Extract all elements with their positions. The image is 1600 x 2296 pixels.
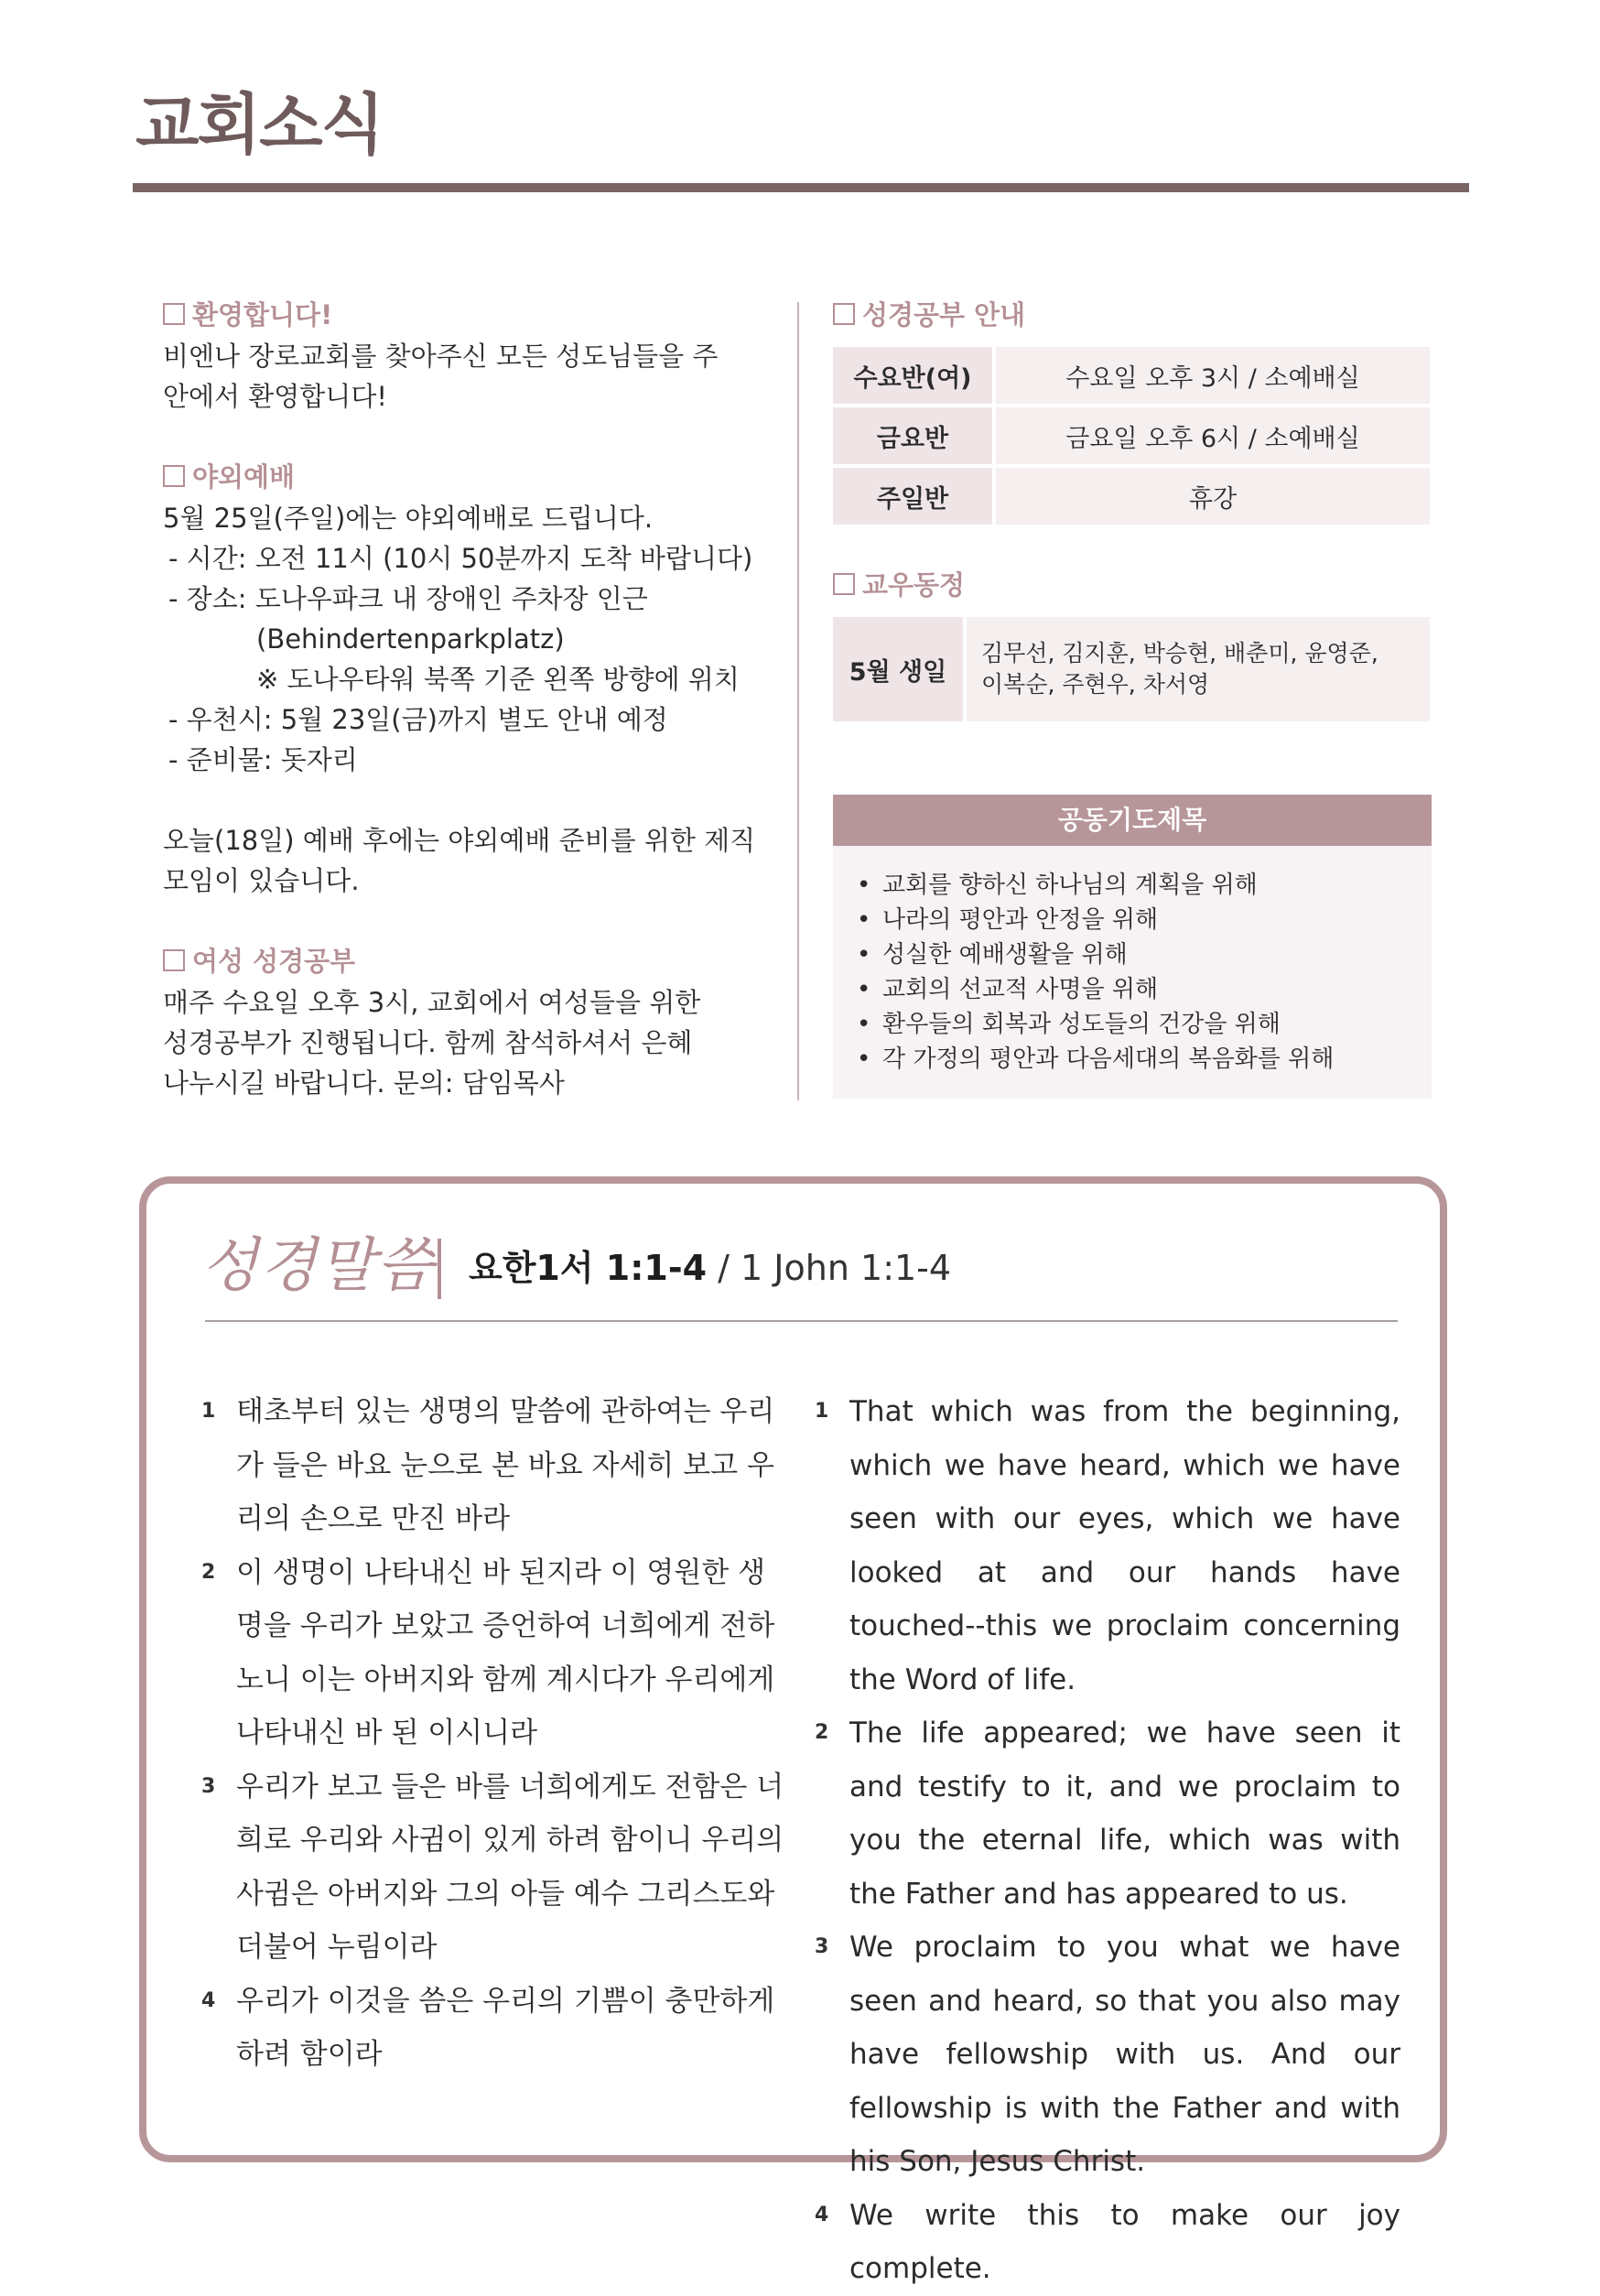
study-class-time: 금요일 오후 6시 / 소예배실 — [996, 407, 1430, 464]
verse-text: We proclaim to you what we have seen and heard, so that you also may have fellowship with us. And our fellowship is with the Father and with his Son, Jesus Christ. — [849, 1931, 1400, 2178]
verse — [201, 1385, 787, 1546]
verse-number: 2 — [815, 1721, 829, 1744]
bible-study-heading: 성경공부 안내 — [833, 295, 1430, 336]
reference-english: / 1 John 1:1-4 — [707, 1248, 952, 1288]
outdoor-place: - 장소: 도나우파크 내 장애인 주차장 인근 — [168, 583, 648, 614]
verse-number: 2 — [201, 1560, 216, 1584]
birthday-names: 김무선, 김지훈, 박승현, 배춘미, 윤영준, 이복순, 주현우, 차서영 — [967, 617, 1430, 721]
title-rule — [133, 183, 1469, 192]
verse-number: 4 — [815, 2203, 829, 2226]
welcome-line: 안에서 환영합니다! — [163, 381, 387, 412]
outdoor-place-detail: (Behindertenparkplatz) — [256, 623, 565, 655]
scripture-reference — [469, 1244, 951, 1292]
welcome-heading: 환영합니다! — [163, 295, 785, 336]
table-row — [833, 407, 1430, 464]
verse-text: We write this to make our joy complete. — [849, 2198, 1400, 2285]
scripture-box — [139, 1176, 1447, 2285]
study-class-label: 금요반 — [833, 407, 992, 464]
prayer-list — [855, 868, 1415, 1077]
outdoor-supplies: - 준비물: 돗자리 — [168, 744, 358, 775]
verse — [815, 1385, 1400, 1706]
checkbox-icon — [163, 303, 185, 325]
prayer-body — [833, 846, 1432, 1099]
list-item: • 교회를 향하신 하나님의 계획을 위해 — [855, 868, 1415, 903]
table-row — [833, 617, 1430, 721]
scripture-separator — [438, 1239, 441, 1299]
study-class-label: 수요반(여) — [833, 347, 992, 404]
checkbox-icon — [833, 573, 855, 595]
list-item: • 성실한 예배생활을 위해 — [855, 937, 1415, 972]
prayer-box — [833, 795, 1432, 1099]
scripture-rule — [205, 1320, 1398, 1322]
checkbox-icon — [163, 465, 185, 487]
verse-text: 우리가 이것을 씀은 우리의 기쁨이 충만하게 하려 함이라 — [236, 1984, 775, 2071]
meeting-line: 모임이 있습니다. — [163, 865, 360, 896]
list-item: • 각 가정의 평안과 다음세대의 복음화를 위해 — [855, 1042, 1415, 1077]
verse-text: The life appeared; we have seen it and testify to it, and we proclaim to you the eternal life, which was with the Father and has appeared to us. — [849, 1717, 1400, 1911]
reference-korean: 요한1서 1:1-4 — [469, 1248, 708, 1288]
outdoor-time: - 시간: 오전 11시 (10시 50분까지 도착 바랍니다) — [168, 543, 753, 574]
list-item: • 교회의 선교적 사명을 위해 — [855, 972, 1415, 1007]
study-class-label: 주일반 — [833, 468, 992, 525]
page-title: 교회소식 — [135, 86, 384, 163]
right-column — [833, 295, 1430, 1099]
table-row — [833, 468, 1430, 525]
verse-text: That which was from the beginning, which we have heard, which we have seen with our eyes, which we have looked at and our hands have touched--this we proclaim concerning the Word of life. — [849, 1395, 1400, 1696]
checkbox-icon — [833, 303, 855, 325]
verse — [815, 2189, 1400, 2296]
verse-text: 태초부터 있는 생명의 말씀에 관하여는 우리가 들은 바요 눈으로 본 바요 자세히 보고 우리의 손으로 만진 바라 — [236, 1395, 775, 1535]
women-study-heading: 여성 성경공부 — [163, 941, 785, 982]
birthday-label: 5월 생일 — [833, 617, 963, 721]
verse-text: 우리가 보고 들은 바를 너희에게도 전함은 너희로 우리와 사귐이 있게 하려 함이니 우리의 사귐은 아버지와 그의 아들 예수 그리스도와 더불어 누림이라 — [236, 1770, 784, 1964]
prayer-heading: 공동기도제목 — [833, 795, 1432, 846]
verse-number: 4 — [201, 1988, 216, 2012]
scripture-label: 성경말씀 — [201, 1232, 436, 1300]
members-heading: 교우동정 — [833, 565, 1430, 606]
study-class-time: 휴강 — [996, 468, 1430, 525]
birthday-table — [829, 613, 1433, 725]
bible-study-table — [829, 343, 1433, 528]
list-item: • 환우들의 회복과 성도들의 건강을 위해 — [855, 1007, 1415, 1042]
welcome-line: 비엔나 장로교회를 찾아주신 모든 성도님들을 주 — [163, 341, 719, 372]
list-item: • 나라의 평안과 안정을 위해 — [855, 903, 1415, 937]
column-divider — [797, 302, 799, 1100]
outdoor-heading: 야외예배 — [163, 457, 785, 498]
verse — [201, 1975, 787, 2082]
verse — [815, 1706, 1400, 1921]
korean-verses — [201, 1385, 787, 2082]
verse-number: 1 — [201, 1400, 216, 1423]
meeting-line: 오늘(18일) 예배 후에는 야외예배 준비를 위한 제직 — [163, 825, 756, 856]
verse — [815, 1921, 1400, 2189]
verse-text: 이 생명이 나타내신 바 된지라 이 영원한 생명을 우리가 보았고 증언하여 너희에게 전하노니 이는 아버지와 함께 계시다가 우리에게 나타내신 바 된 이시니라 — [236, 1555, 775, 1749]
verse — [201, 1546, 787, 1760]
outdoor-intro: 5월 25일(주일)에는 야외예배로 드립니다. — [163, 503, 654, 534]
left-column — [163, 295, 785, 1103]
women-study-line: 나누시길 바랍니다. 문의: 담임목사 — [163, 1067, 565, 1099]
women-study-line: 매주 수요일 오후 3시, 교회에서 여성들을 위한 — [163, 987, 701, 1018]
women-study-line: 성경공부가 진행됩니다. 함께 참석하셔서 은혜 — [163, 1027, 693, 1058]
verse-number: 1 — [815, 1400, 829, 1423]
verse-number: 3 — [815, 1935, 829, 1958]
verse-number: 3 — [201, 1774, 216, 1798]
table-row — [833, 347, 1430, 404]
outdoor-place-note: ※ 도나우타워 북쪽 기준 왼쪽 방향에 위치 — [256, 664, 740, 695]
study-class-time: 수요일 오후 3시 / 소예배실 — [996, 347, 1430, 404]
outdoor-rain: - 우천시: 5월 23일(금)까지 별도 안내 예정 — [168, 704, 668, 735]
verse — [201, 1760, 787, 1975]
english-verses — [815, 1385, 1400, 2296]
checkbox-icon — [163, 949, 185, 971]
